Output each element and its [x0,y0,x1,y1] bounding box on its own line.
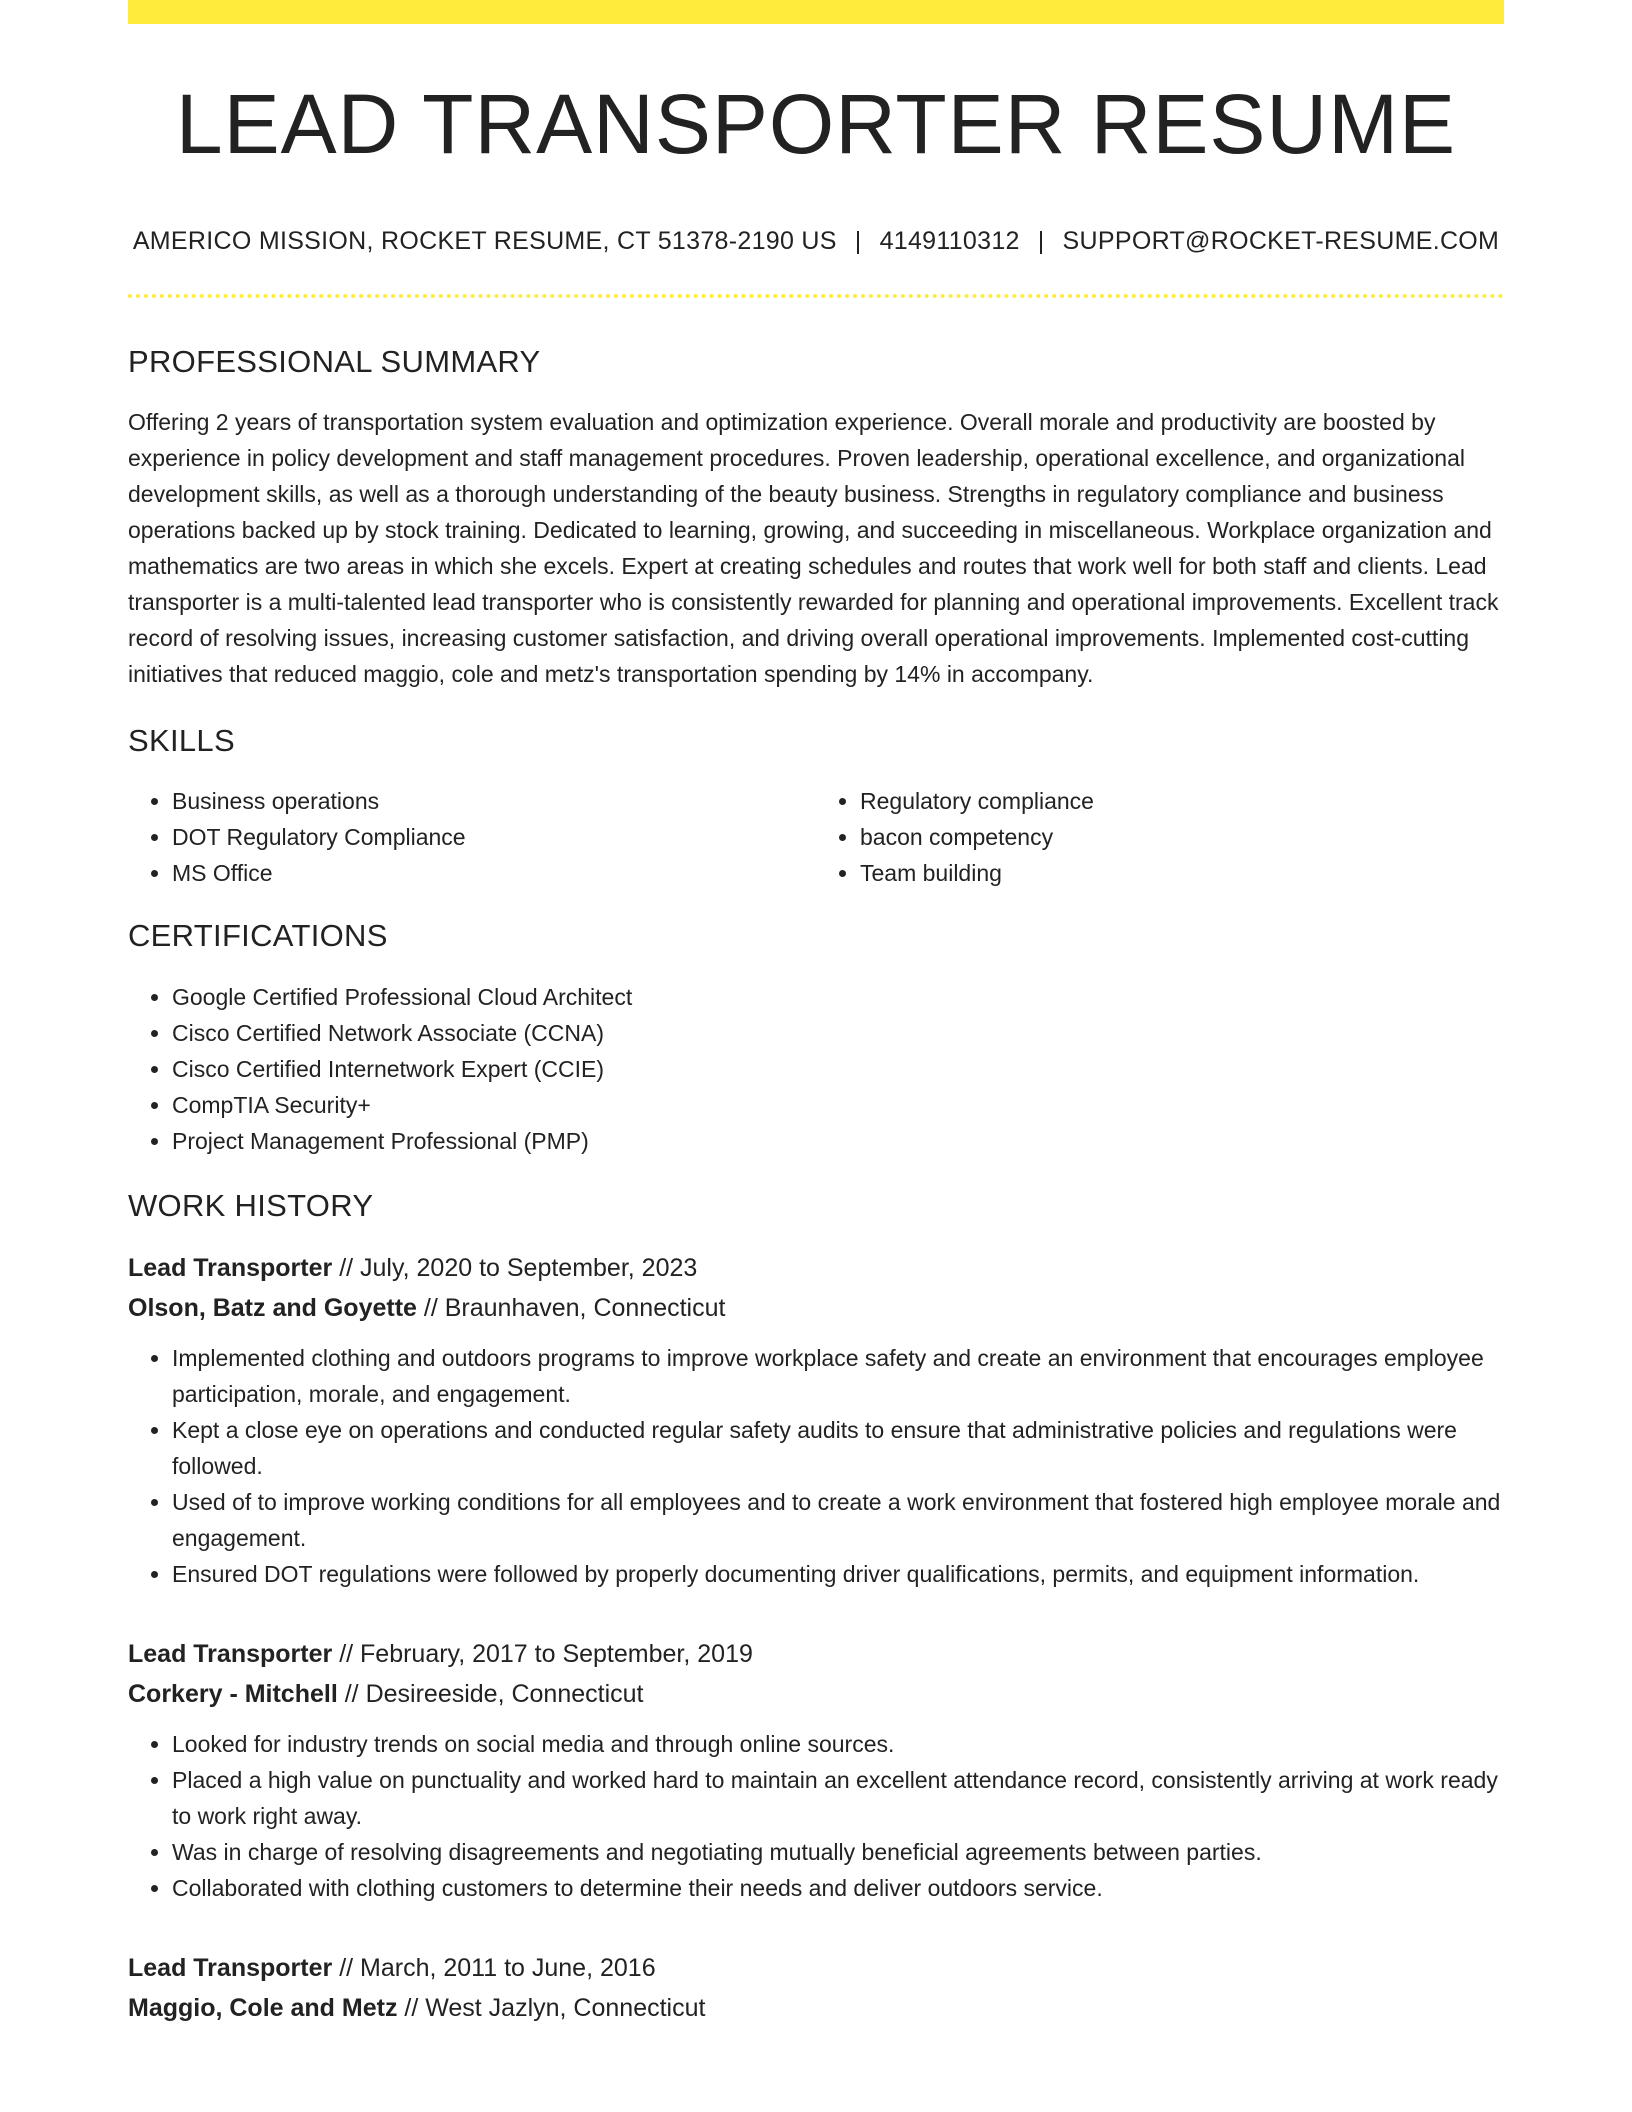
list-item: • Used of to improve working conditions for all employees and to create a work environment that fostered high employee morale and engagement. [172,1484,1504,1556]
job-role: Lead Transporter [128,1253,333,1282]
job-location: // Braunhaven, Connecticut [423,1293,726,1322]
resume-title: LEAD TRANSPORTER RESUME [175,77,1457,171]
list-item: • Google Certified Professional Cloud Architect [172,979,1504,1015]
skills-list-right [816,783,1504,891]
job-company: Corkery - Mitchell [128,1679,338,1708]
job-role-line [128,1634,1504,1674]
contact-email: SUPPORT@ROCKET-RESUME.COM [1062,227,1500,255]
skills-heading: SKILLS [128,723,235,759]
job-entry [128,1634,1504,1906]
list-item: • Looked for industry trends on social media and through online sources. [172,1726,1504,1762]
job-company-line [128,1288,1504,1328]
list-item: • bacon competency [860,819,1504,855]
work-history-heading: WORK HISTORY [128,1187,374,1223]
list-item: • Collaborated with clothing customers to determine their needs and deliver outdoors service. [172,1870,1504,1906]
contact-line [128,226,1504,256]
skills-grid [128,783,1504,891]
job-company-line [128,1674,1504,1714]
contact-separator: | [854,227,862,255]
skills-list-left [128,783,816,891]
job-bullets [128,1726,1504,1906]
list-item: • Cisco Certified Internetwork Expert (CCIE) [172,1051,1504,1087]
contact-separator: | [1037,227,1045,255]
summary-heading: PROFESSIONAL SUMMARY [128,344,541,379]
dotted-divider [128,294,1504,298]
job-bullets [128,1340,1504,1592]
list-item: • CompTIA Security+ [172,1087,1504,1123]
job-company-line [128,1988,1504,2028]
job-company: Maggio, Cole and Metz [128,1993,398,2022]
list-item: • Placed a high value on punctuality and worked hard to maintain an excellent attendance record, consistently arriving at work ready to work right away. [172,1762,1504,1834]
list-item: • DOT Regulatory Compliance [172,819,816,855]
list-item: • Was in charge of resolving disagreements and negotiating mutually beneficial agreements between parties. [172,1834,1504,1870]
job-entry [128,1248,1504,1592]
list-item: • Project Management Professional (PMP) [172,1123,1504,1159]
summary-text: Offering 2 years of transportation system evaluation and optimization experience. Overall morale and productivity are boosted by experience in policy development and staff management procedures. Proven leadership, operational excellence, and organizational development skills, as well as a thorough understanding of the beauty business. Strengths in regulatory compliance and business operations backed up by stock training. Dedicated to learning, growing, and succeeding in miscellaneous. Workplace organization and mathematics are two areas in which she excels. Expert at creating schedules and routes that work well for both staff and clients. Lead transporter is a multi-talented lead transporter who is consistently rewarded for planning and operational improvements. Excellent track record of resolving issues, increasing customer satisfaction, and driving overall operational improvements. Implemented cost-cutting initiatives that reduced maggio, cole and metz's transportation spending by 14% in accompany. [128,409,1499,688]
list-item: • Business operations [172,783,816,819]
job-location: // West Jazlyn, Connecticut [404,1993,706,2022]
job-location: // Desireeside, Connecticut [344,1679,644,1708]
list-item: • Team building [860,855,1504,891]
job-role-line [128,1248,1504,1288]
job-dates: // February, 2017 to September, 2019 [339,1639,753,1668]
list-item: • Regulatory compliance [860,783,1504,819]
list-item: • Kept a close eye on operations and conducted regular safety audits to ensure that administrative policies and regulations were followed. [172,1412,1504,1484]
job-entry [128,1948,1504,2028]
job-dates: // March, 2011 to June, 2016 [339,1953,656,1982]
certifications-heading: CERTIFICATIONS [128,918,388,954]
contact-address: AMERICO MISSION, ROCKET RESUME, CT 51378-2190 US [132,227,837,255]
certifications-list [128,979,1504,1159]
job-role-line [128,1948,1504,1988]
list-item: • Implemented clothing and outdoors programs to improve workplace safety and create an environment that encourages employee participation, morale, and engagement. [172,1340,1504,1412]
resume-page [128,0,1504,2028]
list-item: • Cisco Certified Network Associate (CCNA) [172,1015,1504,1051]
job-role: Lead Transporter [128,1639,333,1668]
job-dates: // July, 2020 to September, 2023 [339,1253,698,1282]
list-item: • MS Office [172,855,816,891]
top-accent-bar [128,0,1504,24]
job-role: Lead Transporter [128,1953,333,1982]
contact-phone: 4149110312 [879,227,1020,255]
job-company: Olson, Batz and Goyette [128,1293,417,1322]
list-item: • Ensured DOT regulations were followed by properly documenting driver qualifications, permits, and equipment information. [172,1556,1504,1592]
